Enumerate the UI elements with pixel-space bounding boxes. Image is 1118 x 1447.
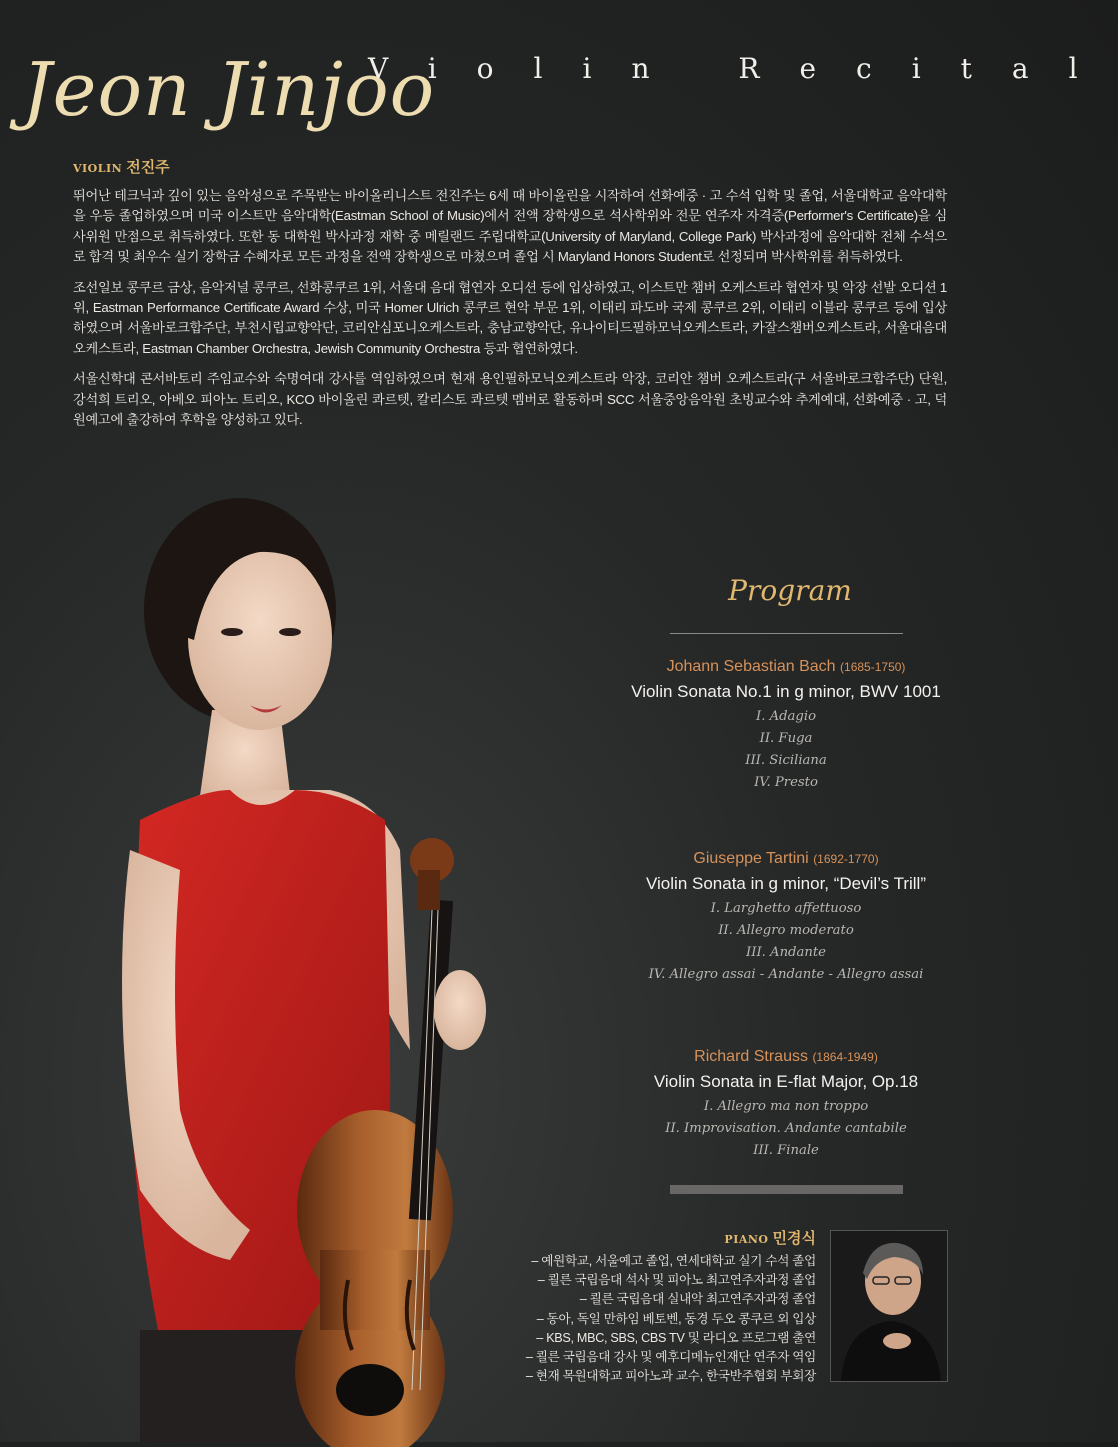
composer-years: (1864-1949) <box>812 1050 878 1064</box>
violinist-role: VIOLIN <box>73 162 123 175</box>
work-title: Violin Sonata No.1 in g minor, BWV 1001 <box>631 682 941 701</box>
movement: II. Fuga <box>759 731 813 746</box>
movement: I. Larghetto affettuoso <box>710 901 862 916</box>
movement: IV. Presto <box>754 775 818 790</box>
composer-name: Giuseppe Tartini <box>693 850 809 867</box>
list-item: – 쾰른 국립음대 강사 및 예후디메뉴인재단 연주자 역임 <box>525 1350 816 1365</box>
bio-paragraph: 서울신학대 콘서바토리 주임교수와 숙명여대 강사를 역임하였으며 현재 용인필하모닉오케스트라 악장, 코리안 챔버 오케스트라(구 서울바로크합주단) 단원, 강석희 트리오, 아베오 피아노 트리오, KCO 바이올린 콰르텟, 칼리스토 콰르텟 멤버로 활동하며 SCC 서울중앙음악원 초빙교수와 추계예대, 선화예중 · 고, 덕원예고에 출강하여 후학을 양성하고 있다. <box>73 371 947 428</box>
list-item: – 현재 목원대학교 피아노과 교수, 한국반주협회 부회장 <box>525 1369 816 1384</box>
violinist-name: 전진주 <box>126 159 170 176</box>
list-item: – 동아, 독일 만하임 베토벤, 동경 두오 콩쿠르 외 입상 <box>536 1311 816 1326</box>
movement: II. Allegro moderato <box>718 923 854 938</box>
violinist-bio <box>73 186 947 440</box>
movement: II. Improvisation. Andante cantabile <box>665 1121 907 1136</box>
program-heading: Program <box>728 574 852 607</box>
work-title: Violin Sonata in E-flat Major, Op.18 <box>653 1072 919 1091</box>
bio-paragraph: 뛰어난 테크닉과 깊이 있는 음악성으로 주목받는 바이올리니스트 전진주는 6세 때 바이올린을 시작하여 선화예중 · 고 수석 입학 및 졸업, 서울대학교 음악대학을 우등 졸업하였으며 미국 이스트만 음악대학(Eastman School of Music)에서 전액 장학생으로 석사학위와 전문 연주자 자격증(Performer's Certificate)을 심사위원 만점으로 취득하였다. 또한 동 대학원 박사과정 재학 중 메릴랜드 주립대학교(University of Maryland, College Park) 박사과정에 음악대학 전체 수석으로 합격 및 최우수 실기 장학금 수혜자로 모든 과정을 전액 장학생으로 마쳤으며 졸업 시 Maryland Honors Student로 선정되며 박사학위를 취득하였다. <box>73 188 947 265</box>
pianist-bio <box>470 1252 816 1386</box>
movement: IV. Allegro assai - Andante - Allegro assai <box>648 967 924 982</box>
composer <box>600 1046 972 1068</box>
movement: I. Allegro ma non troppo <box>703 1099 869 1114</box>
bio-paragraph: 조선일보 콩쿠르 금상, 음악저널 콩쿠르, 선화콩쿠르 1위, 서울대 음대 협연자 오디션 등에 입상하였고, 이스트만 챔버 오케스트라 협연자 및 악장 선발 오디션 1위, Eastman Performance Certificate Award 수상, 미국 Homer Ulrich 콩쿠르 현악 부문 1위, 이태리 파도바 국제 콩쿠르 2위, 이태리 이블라 콩쿠르 등에 입상하였으며 서울바로크합주단, 부천시립교향악단, 코리안심포니오케스트라, 충남교향악단, 유나이티드필하모닉오케스트라, 카잘스챔버오케스트라, 서울대음대오케스트라, Eastman Chamber Orchestra, Jewish Community Orchestra 등과 협연하였다. <box>73 279 947 356</box>
title-subtitle: Violin Recital <box>368 52 1118 85</box>
movement: III. Finale <box>753 1143 819 1158</box>
program-divider <box>670 633 903 634</box>
list-item: – 쾰른 국립음대 석사 및 피아노 최고연주자과정 졸업 <box>537 1273 816 1288</box>
list-item: – KBS, MBC, SBS, CBS TV 및 라디오 프로그램 출연 <box>536 1330 816 1345</box>
pianist-role: PIANO <box>724 1233 769 1246</box>
composer <box>600 656 972 678</box>
pianist-label <box>560 1227 816 1248</box>
movement: I. Adagio <box>755 709 817 724</box>
composer <box>600 848 972 870</box>
composer-years: (1685-1750) <box>840 660 906 674</box>
title-script: Jeon Jinjoo <box>22 47 436 133</box>
composer-name: Johann Sebastian Bach <box>666 658 836 675</box>
program-piece <box>600 848 972 986</box>
composer-name: Richard Strauss <box>694 1048 808 1065</box>
program-footer-bar <box>670 1185 903 1194</box>
pianist-photo <box>830 1230 948 1382</box>
movement: III. Andante <box>746 945 826 960</box>
list-item: – 쾰른 국립음대 실내악 최고연주자과정 졸업 <box>579 1292 816 1307</box>
work-title: Violin Sonata in g minor, “Devil’s Trill” <box>646 874 926 893</box>
composer-years: (1692-1770) <box>813 852 879 866</box>
list-item: – 예원학교, 서울예고 졸업, 연세대학교 실기 수석 졸업 <box>531 1254 816 1268</box>
pianist-name: 민경식 <box>772 1230 816 1247</box>
program-piece <box>600 656 972 794</box>
movement: III. Siciliana <box>745 753 827 768</box>
violinist-photo <box>120 490 520 1442</box>
violinist-label <box>73 156 170 178</box>
program-piece <box>600 1046 972 1162</box>
